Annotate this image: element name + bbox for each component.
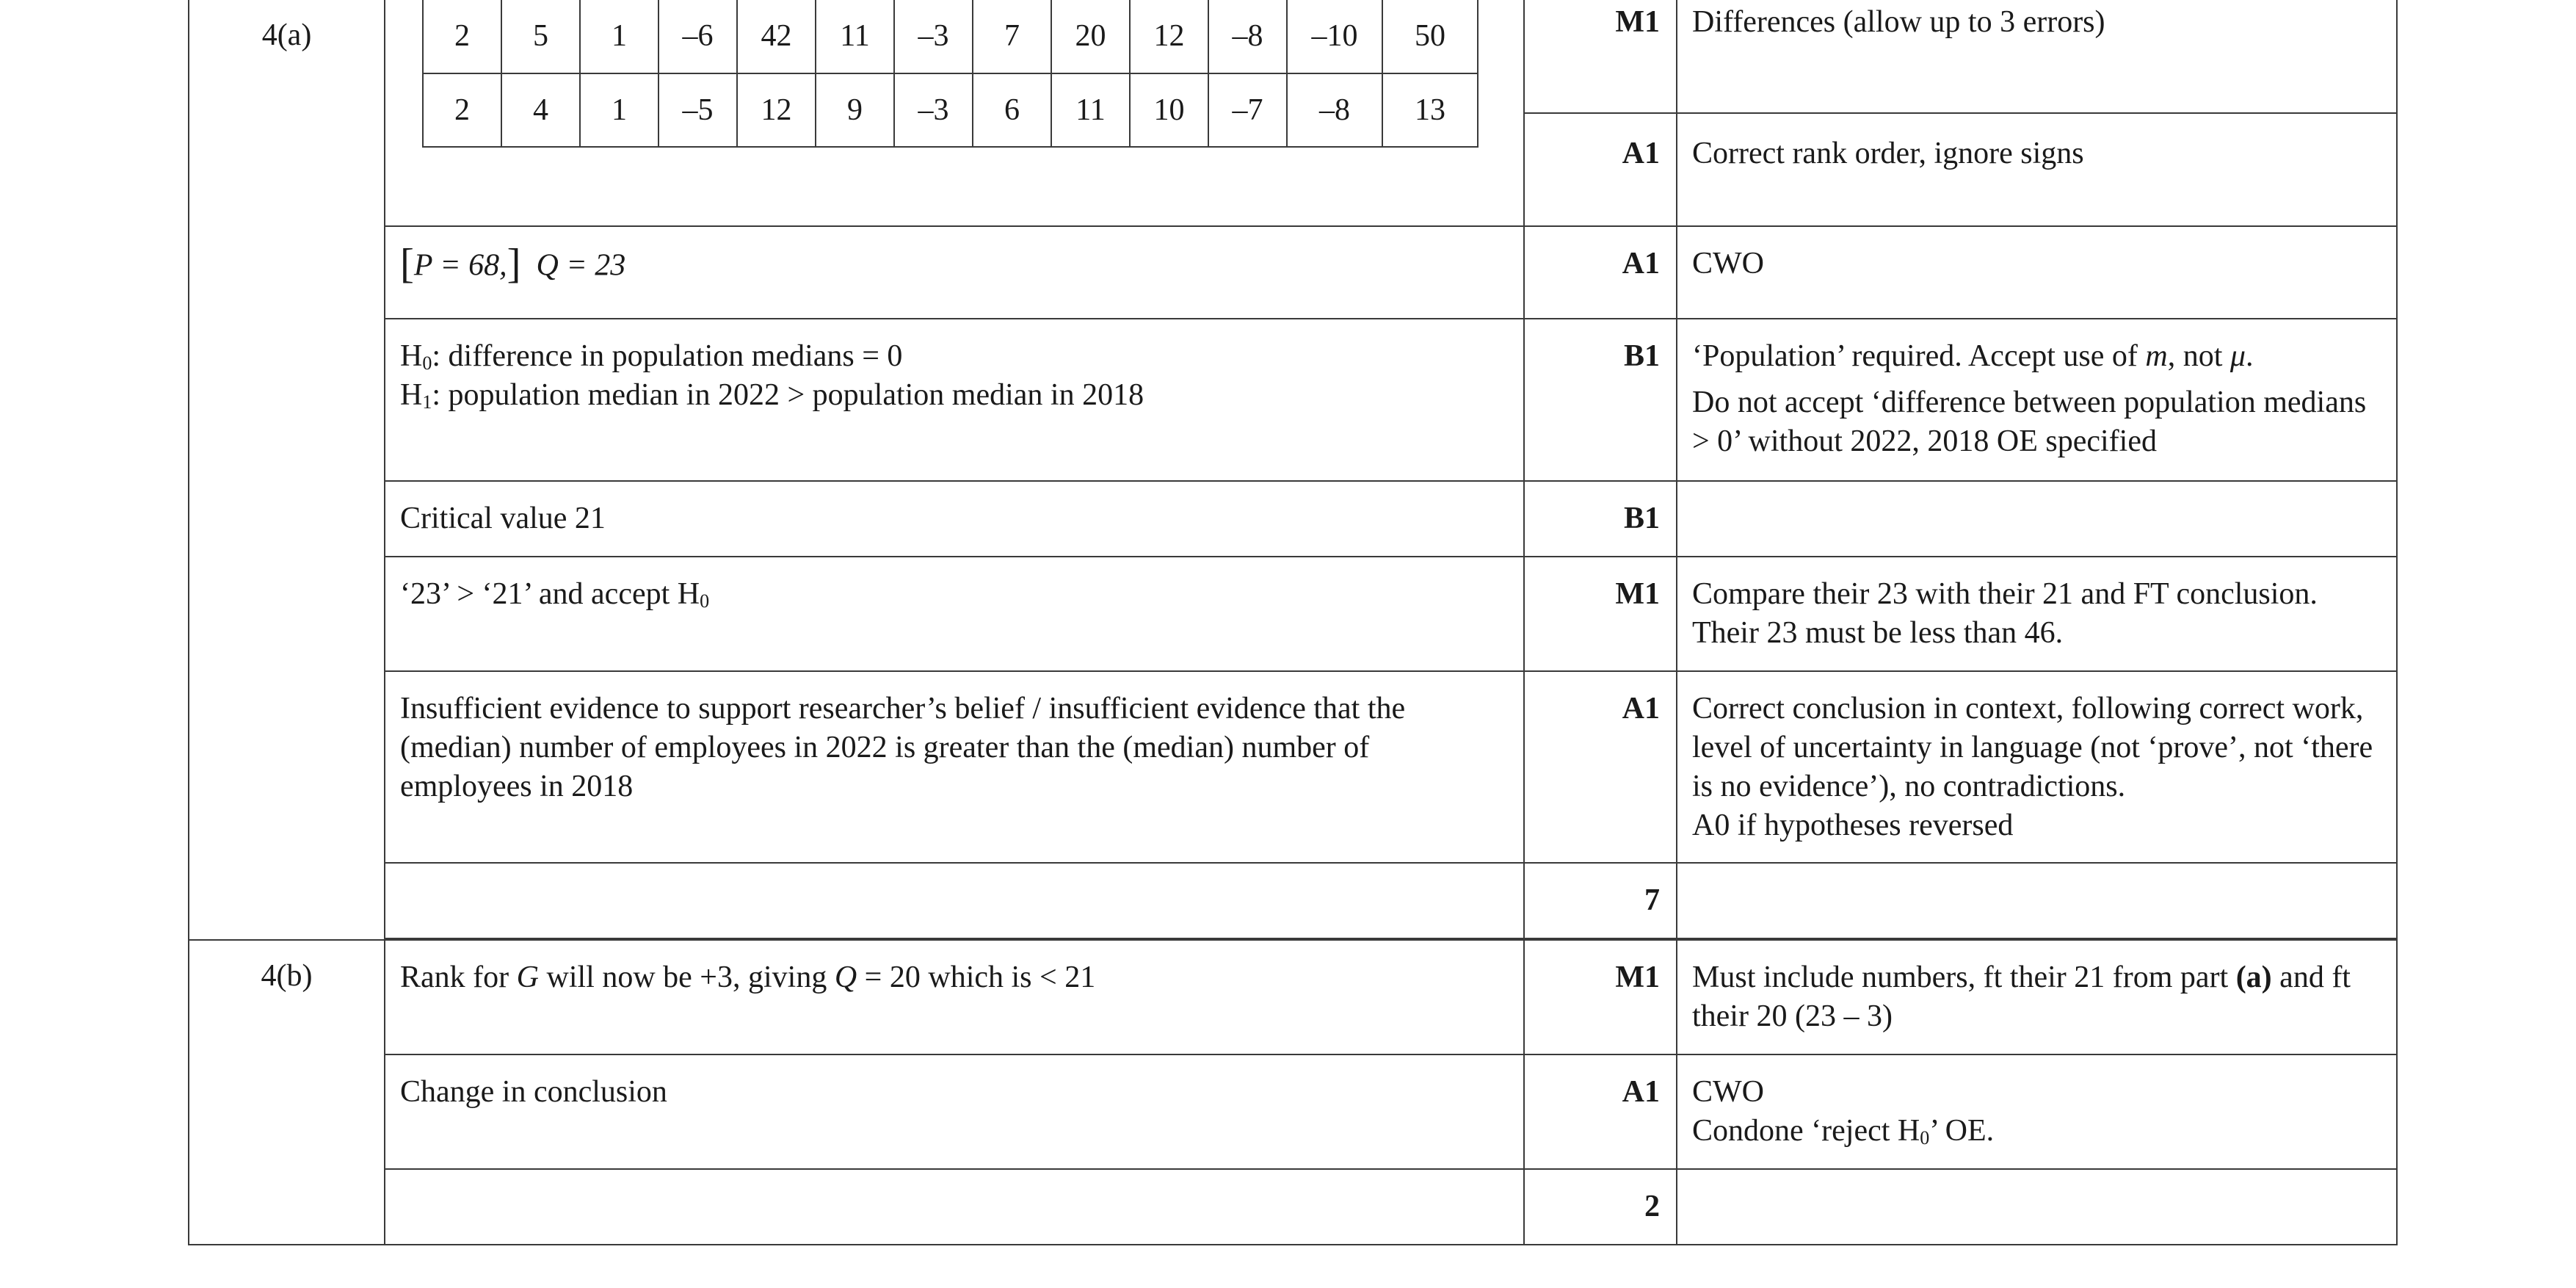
mark-m1-differences: M1: [1524, 0, 1677, 113]
guidance-4b-rank: Must include numbers, ft their 21 from part (a) and ft their 20 (23 – 3): [1677, 940, 2397, 1054]
answer-total-4b-empty: [385, 1169, 1524, 1245]
rank-cell: 12: [737, 73, 816, 147]
difference-cell: 1: [580, 0, 658, 73]
guidance-conclusion-2: A0 if hypotheses reversed: [1692, 808, 2014, 842]
row-conclusion: [189, 671, 2397, 863]
rank-cell: –5: [658, 73, 737, 147]
mark-m1-compare: M1: [1524, 557, 1677, 671]
rank-cell: 6: [973, 73, 1051, 147]
guidance-compare: Compare their 23 with their 21 and FT conclusion. Their 23 must be less than 46.: [1677, 557, 2397, 671]
rank-cell: –3: [894, 73, 973, 147]
difference-cell: 20: [1051, 0, 1130, 73]
answer-compare: ‘23’ > ‘21’ and accept $H_0$: [385, 557, 1524, 671]
difference-cell: –3: [894, 0, 973, 73]
rank-cell: 9: [816, 73, 894, 147]
guidance-rank: Correct rank order, ignore signs: [1677, 113, 2397, 226]
bracket-open: [: [400, 241, 414, 287]
rank-cell: 2: [423, 73, 501, 147]
mark-a1-rank: A1: [1524, 113, 1677, 226]
guidance-hypotheses: [1677, 319, 2397, 481]
rank-cell: 4: [501, 73, 580, 147]
answer-p: P = 68,: [413, 248, 507, 283]
difference-cell: 42: [737, 0, 816, 73]
difference-cell: 11: [816, 0, 894, 73]
mark-m1-4b: M1: [1524, 940, 1677, 1054]
row-pq: [189, 226, 2397, 319]
difference-cell: –8: [1208, 0, 1287, 73]
total-marks-4a: 7: [1524, 863, 1677, 938]
difference-cell: 5: [501, 0, 580, 73]
guidance-conclusion-1: Correct conclusion in context, following correct work, level of uncertainty in language (not ‘prove’, not ‘there is no evidence’), no contradictions.: [1692, 692, 2373, 803]
row-hypotheses: [189, 319, 2397, 481]
difference-cell: 12: [1130, 0, 1208, 73]
row-critical-value: [189, 481, 2397, 557]
guidance-hypotheses-1: ‘Population’ required. Accept use of m, not μ.: [1692, 339, 2254, 373]
difference-cell: 2: [423, 0, 501, 73]
differences-row: [423, 0, 1478, 73]
answer-hypotheses: [385, 319, 1524, 481]
total-marks-4b: 2: [1524, 1169, 1677, 1245]
difference-cell: 7: [973, 0, 1051, 73]
rank-cell: 11: [1051, 73, 1130, 147]
alternative-hypothesis: $H_1$: population median in 2022 > population median in 2018: [400, 378, 1144, 413]
question-number-4a: 4(a): [189, 0, 385, 940]
guidance-4b-change: [1677, 1054, 2397, 1169]
mark-a1-pq: A1: [1524, 226, 1677, 319]
differences-cell: [385, 0, 1524, 226]
row-differences: [189, 0, 2397, 113]
rank-cell: 1: [580, 73, 658, 147]
mark-a1-4b: A1: [1524, 1054, 1677, 1169]
answer-4b-change: Change in conclusion: [385, 1054, 1524, 1169]
guidance-total-empty: [1677, 863, 2397, 938]
rank-cell: 13: [1382, 73, 1478, 147]
guidance-conclusion: [1677, 671, 2397, 863]
null-hypothesis: $H_0$: difference in population medians = 0: [400, 339, 903, 375]
guidance-total-4b-empty: [1677, 1169, 2397, 1245]
mark-b1-critical: B1: [1524, 481, 1677, 557]
mark-scheme-table: [188, 0, 2398, 1245]
question-number-4b: 4(b): [189, 940, 385, 1245]
answer-critical-value: Critical value 21: [385, 481, 1524, 557]
mark-b1-hypotheses: B1: [1524, 319, 1677, 481]
guidance-pq: CWO: [1677, 226, 2397, 319]
row-4b-change: [189, 1054, 2397, 1169]
answer-q: Q = 23: [536, 248, 626, 283]
rank-cell: 10: [1130, 73, 1208, 147]
row-4b-rank: [189, 940, 2397, 1054]
difference-cell: –10: [1287, 0, 1382, 73]
answer-total-empty: [385, 863, 1524, 938]
guidance-4b-change-2: Condone ‘reject $H_0$’ OE.: [1692, 1114, 1995, 1149]
differences-table: [422, 0, 1479, 148]
row-total-4a: [189, 863, 2397, 938]
rank-cell: –7: [1208, 73, 1287, 147]
answer-conclusion: Insufficient evidence to support researcher’s belief / insufficient evidence that the (median) number of employees in 2022 is greater than the (median) number of employees in 2018: [385, 671, 1524, 863]
difference-cell: 50: [1382, 0, 1478, 73]
answer-4b-rank: Rank for G will now be +3, giving Q = 20 which is < 21: [385, 940, 1524, 1054]
guidance-differences: Differences (allow up to 3 errors): [1677, 0, 2397, 113]
guidance-4b-change-1: CWO: [1692, 1075, 1764, 1109]
guidance-hypotheses-2: Do not accept ‘difference between population medians > 0’ without 2022, 2018 OE specified: [1692, 386, 2367, 458]
row-compare: [189, 557, 2397, 671]
difference-cell: –6: [658, 0, 737, 73]
answer-pq: [385, 226, 1524, 319]
bracket-close: ]: [507, 241, 521, 287]
guidance-critical-empty: [1677, 481, 2397, 557]
ranks-row: [423, 73, 1478, 147]
row-total-4b: [189, 1169, 2397, 1245]
mark-a1-conclusion: A1: [1524, 671, 1677, 863]
rank-cell: –8: [1287, 73, 1382, 147]
